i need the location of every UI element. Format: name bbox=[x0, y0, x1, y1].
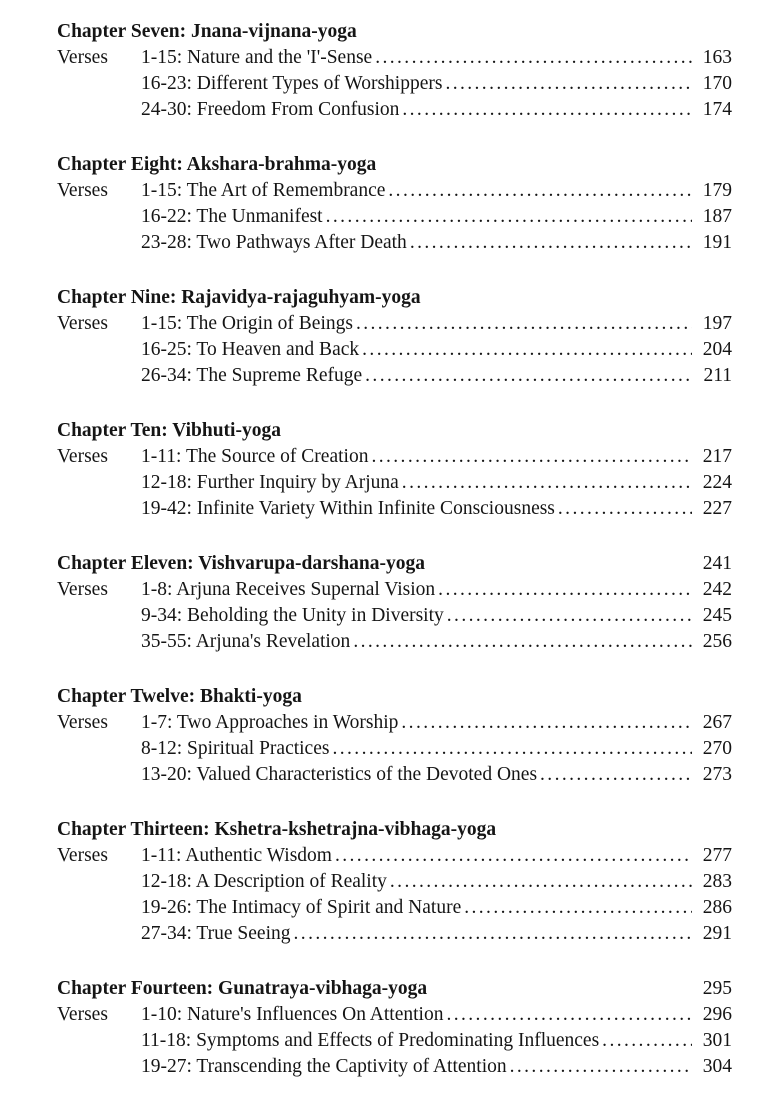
entry-title: 19-26: The Intimacy of Spirit and Nature bbox=[141, 897, 462, 918]
verses-label: Verses bbox=[57, 845, 108, 866]
entry-title: 23-28: Two Pathways After Death bbox=[141, 232, 407, 253]
entry-title: 12-18: Further Inquiry by Arjuna bbox=[141, 472, 399, 493]
toc-entry-row bbox=[57, 895, 732, 921]
entry-title: 1-11: Authentic Wisdom bbox=[141, 845, 332, 866]
entry-page-number: 191 bbox=[702, 232, 732, 253]
chapter-title: Chapter Twelve: Bhakti-yoga bbox=[57, 686, 302, 707]
entry-title: 1-11: The Source of Creation bbox=[141, 446, 369, 467]
toc-entry-row bbox=[57, 921, 732, 947]
toc-entry-row bbox=[57, 178, 732, 204]
entry-page-number: 179 bbox=[702, 180, 732, 201]
entry-title: 1-7: Two Approaches in Worship bbox=[141, 712, 399, 733]
chapter-heading-row bbox=[57, 684, 732, 710]
dot-leader bbox=[464, 895, 692, 921]
dot-leader bbox=[294, 921, 692, 947]
entry-page-number: 256 bbox=[702, 631, 732, 652]
dot-leader bbox=[445, 71, 692, 97]
toc-entry-row bbox=[57, 1028, 732, 1054]
dot-leader bbox=[602, 1028, 692, 1054]
entry-title: 1-15: Nature and the 'I'-Sense bbox=[141, 47, 373, 68]
dot-leader bbox=[402, 470, 692, 496]
entry-page-number: 174 bbox=[702, 99, 732, 120]
chapter-block bbox=[57, 152, 732, 256]
entry-title: 16-23: Different Types of Worshippers bbox=[141, 73, 443, 94]
chapter-block bbox=[57, 817, 732, 947]
chapter-title: Chapter Fourteen: Gunatraya-vibhaga-yoga bbox=[57, 978, 428, 999]
toc-entry-row bbox=[57, 736, 732, 762]
toc-entry-row bbox=[57, 762, 732, 788]
dot-leader bbox=[401, 710, 692, 736]
entry-page-number: 273 bbox=[702, 764, 732, 785]
dot-leader bbox=[558, 496, 692, 522]
entry-page-number: 283 bbox=[702, 871, 732, 892]
entry-page-number: 170 bbox=[702, 73, 732, 94]
entry-page-number: 304 bbox=[702, 1056, 732, 1077]
chapter-block bbox=[57, 285, 732, 389]
entry-page-number: 242 bbox=[702, 579, 732, 600]
entry-title: 24-30: Freedom From Confusion bbox=[141, 99, 400, 120]
toc-entry-row bbox=[57, 869, 732, 895]
chapter-block bbox=[57, 19, 732, 123]
toc-entry-row bbox=[57, 204, 732, 230]
entry-page-number: 217 bbox=[702, 446, 732, 467]
dot-leader bbox=[362, 337, 692, 363]
dot-leader bbox=[446, 1002, 692, 1028]
chapter-heading-row bbox=[57, 976, 732, 1002]
entry-page-number: 277 bbox=[702, 845, 732, 866]
dot-leader bbox=[390, 869, 692, 895]
chapter-title: Chapter Eleven: Vishvarupa-darshana-yoga bbox=[57, 553, 426, 574]
chapter-block bbox=[57, 976, 732, 1080]
toc-entry-row bbox=[57, 230, 732, 256]
chapter-block bbox=[57, 418, 732, 522]
dot-leader bbox=[326, 204, 692, 230]
toc-entry-row bbox=[57, 97, 732, 123]
dot-leader bbox=[332, 736, 692, 762]
entry-page-number: 224 bbox=[702, 472, 732, 493]
entry-title: 9-34: Beholding the Unity in Diversity bbox=[141, 605, 444, 626]
verses-label: Verses bbox=[57, 180, 108, 201]
dot-leader bbox=[447, 603, 692, 629]
dot-leader bbox=[388, 178, 692, 204]
chapter-title: Chapter Seven: Jnana-vijnana-yoga bbox=[57, 21, 357, 42]
entry-title: 13-20: Valued Characteristics of the Devoted Ones bbox=[141, 764, 538, 785]
chapter-heading-row bbox=[57, 551, 732, 577]
chapter-block bbox=[57, 684, 732, 788]
entry-title: 1-8: Arjuna Receives Supernal Vision bbox=[141, 579, 436, 600]
dot-leader bbox=[540, 762, 692, 788]
toc-entry-row bbox=[57, 496, 732, 522]
entry-page-number: 204 bbox=[702, 339, 732, 360]
entry-page-number: 227 bbox=[702, 498, 732, 519]
entry-title: 11-18: Symptoms and Effects of Predominating Influences bbox=[141, 1030, 600, 1051]
dot-leader bbox=[402, 97, 692, 123]
entry-title: 35-55: Arjuna's Revelation bbox=[141, 631, 351, 652]
chapter-page-number: 295 bbox=[702, 978, 732, 999]
chapter-heading-row bbox=[57, 418, 732, 444]
dot-leader bbox=[410, 230, 692, 256]
verses-label: Verses bbox=[57, 47, 108, 68]
entry-title: 16-22: The Unmanifest bbox=[141, 206, 323, 227]
entry-page-number: 270 bbox=[702, 738, 732, 759]
entry-page-number: 267 bbox=[702, 712, 732, 733]
chapter-block bbox=[57, 551, 732, 655]
toc-entry-row bbox=[57, 470, 732, 496]
dot-leader bbox=[375, 45, 692, 71]
chapter-heading-row bbox=[57, 152, 732, 178]
dot-leader bbox=[371, 444, 692, 470]
entry-page-number: 301 bbox=[702, 1030, 732, 1051]
toc-entry-row bbox=[57, 710, 732, 736]
chapter-title: Chapter Thirteen: Kshetra-kshetrajna-vibhaga-yoga bbox=[57, 819, 497, 840]
toc-entry-row bbox=[57, 311, 732, 337]
dot-leader bbox=[353, 629, 692, 655]
chapter-heading-row bbox=[57, 817, 732, 843]
dot-leader bbox=[365, 363, 692, 389]
chapter-page-number: 241 bbox=[702, 553, 732, 574]
chapter-heading-row bbox=[57, 19, 732, 45]
entry-title: 12-18: A Description of Reality bbox=[141, 871, 387, 892]
verses-label: Verses bbox=[57, 313, 108, 334]
verses-label: Verses bbox=[57, 446, 108, 467]
entry-title: 1-15: The Art of Remembrance bbox=[141, 180, 386, 201]
entry-title: 26-34: The Supreme Refuge bbox=[141, 365, 363, 386]
verses-label: Verses bbox=[57, 579, 108, 600]
dot-leader bbox=[335, 843, 692, 869]
entry-page-number: 296 bbox=[702, 1004, 732, 1025]
chapter-heading-row bbox=[57, 285, 732, 311]
verses-label: Verses bbox=[57, 712, 108, 733]
toc-entry-row bbox=[57, 337, 732, 363]
entry-page-number: 211 bbox=[703, 365, 732, 386]
toc-entry-row bbox=[57, 363, 732, 389]
entry-title: 8-12: Spiritual Practices bbox=[141, 738, 330, 759]
dot-leader bbox=[510, 1054, 692, 1080]
entry-title: 19-27: Transcending the Captivity of Attention bbox=[141, 1056, 507, 1077]
entry-title: 16-25: To Heaven and Back bbox=[141, 339, 360, 360]
entry-title: 27-34: True Seeing bbox=[141, 923, 291, 944]
verses-label: Verses bbox=[57, 1004, 108, 1025]
entry-page-number: 291 bbox=[702, 923, 732, 944]
entry-page-number: 245 bbox=[702, 605, 732, 626]
toc-entry-row bbox=[57, 45, 732, 71]
entry-title: 1-15: The Origin of Beings bbox=[141, 313, 353, 334]
entry-page-number: 163 bbox=[702, 47, 732, 68]
entry-page-number: 187 bbox=[702, 206, 732, 227]
table-of-contents bbox=[57, 19, 732, 1080]
toc-entry-row bbox=[57, 1002, 732, 1028]
toc-entry-row bbox=[57, 1054, 732, 1080]
chapter-title: Chapter Nine: Rajavidya-rajaguhyam-yoga bbox=[57, 287, 421, 308]
dot-leader bbox=[356, 311, 692, 337]
toc-entry-row bbox=[57, 843, 732, 869]
toc-entry-row bbox=[57, 444, 732, 470]
entry-title: 1-10: Nature's Influences On Attention bbox=[141, 1004, 444, 1025]
entry-title: 19-42: Infinite Variety Within Infinite Consciousness bbox=[141, 498, 555, 519]
entry-page-number: 197 bbox=[702, 313, 732, 334]
chapter-title: Chapter Ten: Vibhuti-yoga bbox=[57, 420, 281, 441]
entry-page-number: 286 bbox=[702, 897, 732, 918]
toc-entry-row bbox=[57, 577, 732, 603]
toc-entry-row bbox=[57, 71, 732, 97]
toc-entry-row bbox=[57, 629, 732, 655]
dot-leader bbox=[438, 577, 692, 603]
chapter-title: Chapter Eight: Akshara-brahma-yoga bbox=[57, 154, 377, 175]
toc-entry-row bbox=[57, 603, 732, 629]
